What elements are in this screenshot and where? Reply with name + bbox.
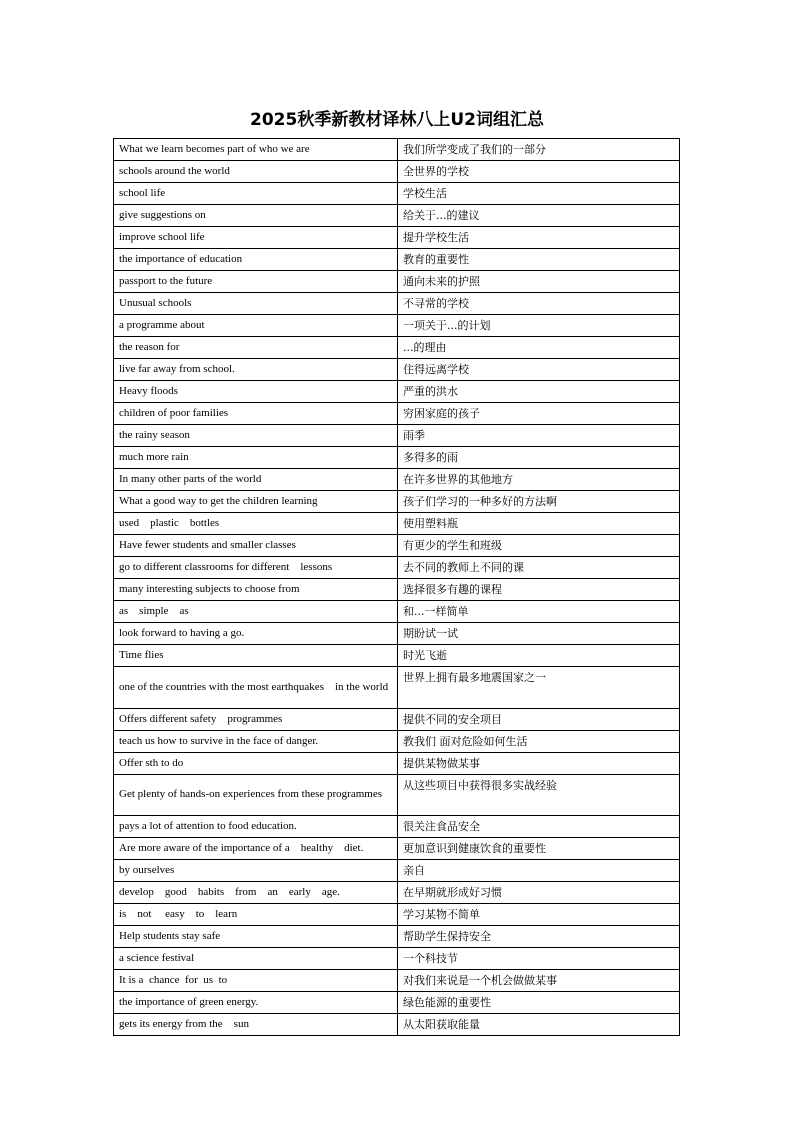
table-row xyxy=(114,315,680,337)
table-row xyxy=(114,623,680,645)
english-phrase-cell: It is a chance for us to xyxy=(114,970,398,992)
english-phrase-cell: Have fewer students and smaller classes xyxy=(114,535,398,557)
table-row xyxy=(114,708,680,730)
english-phrase-cell: develop good habits from an early age. xyxy=(114,882,398,904)
chinese-translation-cell: 去不同的教师上不同的课 xyxy=(398,557,680,579)
table-row xyxy=(114,838,680,860)
english-phrase-cell: schools around the world xyxy=(114,161,398,183)
chinese-translation-cell: 绿色能源的重要性 xyxy=(398,992,680,1014)
table-row xyxy=(114,860,680,882)
chinese-translation-cell: 亲自 xyxy=(398,860,680,882)
english-phrase-cell: Unusual schools xyxy=(114,293,398,315)
english-phrase-cell: go to different classrooms for different lessons xyxy=(114,557,398,579)
english-phrase-cell: Are more aware of the importance of a healthy diet. xyxy=(114,838,398,860)
chinese-translation-cell: 提升学校生活 xyxy=(398,227,680,249)
chinese-translation-cell: 使用塑料瓶 xyxy=(398,513,680,535)
english-phrase-cell: the reason for xyxy=(114,337,398,359)
english-phrase-cell: a programme about xyxy=(114,315,398,337)
table-row xyxy=(114,337,680,359)
english-phrase-cell: school life xyxy=(114,183,398,205)
chinese-translation-cell: 严重的洪水 xyxy=(398,381,680,403)
english-phrase-cell: What a good way to get the children learning xyxy=(114,491,398,513)
chinese-translation-cell: 提供不同的安全项目 xyxy=(398,708,680,730)
table-row xyxy=(114,293,680,315)
chinese-translation-cell: 世界上拥有最多地震国家之一 xyxy=(398,667,680,709)
english-phrase-cell: pays a lot of attention to food education. xyxy=(114,816,398,838)
table-row xyxy=(114,271,680,293)
table-row xyxy=(114,774,680,816)
english-phrase-cell: passport to the future xyxy=(114,271,398,293)
chinese-translation-cell: 穷困家庭的孩子 xyxy=(398,403,680,425)
table-row xyxy=(114,970,680,992)
chinese-translation-cell: 一个科技节 xyxy=(398,948,680,970)
chinese-translation-cell: 学校生活 xyxy=(398,183,680,205)
english-phrase-cell: What we learn becomes part of who we are xyxy=(114,139,398,161)
english-phrase-cell: Offers different safety programmes xyxy=(114,708,398,730)
chinese-translation-cell: 一项关于...的计划 xyxy=(398,315,680,337)
table-row xyxy=(114,579,680,601)
chinese-translation-cell: 多得多的雨 xyxy=(398,447,680,469)
english-phrase-cell: Help students stay safe xyxy=(114,926,398,948)
chinese-translation-cell: 学习某物不简单 xyxy=(398,904,680,926)
english-phrase-cell: by ourselves xyxy=(114,860,398,882)
chinese-translation-cell: 从太阳获取能量 xyxy=(398,1014,680,1036)
english-phrase-cell: used plastic bottles xyxy=(114,513,398,535)
english-phrase-cell: the importance of green energy. xyxy=(114,992,398,1014)
table-row xyxy=(114,1014,680,1036)
chinese-translation-cell: 期盼试一试 xyxy=(398,623,680,645)
table-row xyxy=(114,645,680,667)
page-title: 2025秋季新教材译林八上U2词组汇总 xyxy=(250,110,544,130)
english-phrase-cell: Heavy floods xyxy=(114,381,398,403)
chinese-translation-cell: 通向未来的护照 xyxy=(398,271,680,293)
english-phrase-cell: In many other parts of the world xyxy=(114,469,398,491)
table-row xyxy=(114,183,680,205)
english-phrase-cell: Time flies xyxy=(114,645,398,667)
table-row xyxy=(114,667,680,709)
english-phrase-cell: gets its energy from the sun xyxy=(114,1014,398,1036)
english-phrase-cell: as simple as xyxy=(114,601,398,623)
english-phrase-cell: children of poor families xyxy=(114,403,398,425)
table-row xyxy=(114,205,680,227)
chinese-translation-cell: 帮助学生保持安全 xyxy=(398,926,680,948)
english-phrase-cell: Get plenty of hands-on experiences from these programmes xyxy=(114,774,398,816)
table-row xyxy=(114,447,680,469)
table-row xyxy=(114,535,680,557)
english-phrase-cell: a science festival xyxy=(114,948,398,970)
chinese-translation-cell: 给关于...的建议 xyxy=(398,205,680,227)
table-row xyxy=(114,403,680,425)
english-phrase-cell: give suggestions on xyxy=(114,205,398,227)
chinese-translation-cell: 在许多世界的其他地方 xyxy=(398,469,680,491)
table-row xyxy=(114,904,680,926)
chinese-translation-cell: 孩子们学习的一种多好的方法啊 xyxy=(398,491,680,513)
chinese-translation-cell: 住得远离学校 xyxy=(398,359,680,381)
english-phrase-cell: teach us how to survive in the face of danger. xyxy=(114,730,398,752)
chinese-translation-cell: 选择很多有趣的课程 xyxy=(398,579,680,601)
chinese-translation-cell: 从这些项目中获得很多实战经验 xyxy=(398,774,680,816)
table-row xyxy=(114,992,680,1014)
table-row xyxy=(114,816,680,838)
chinese-translation-cell: 对我们来说是一个机会做做某事 xyxy=(398,970,680,992)
table-row xyxy=(114,161,680,183)
table-row xyxy=(114,882,680,904)
table-row xyxy=(114,359,680,381)
chinese-translation-cell: 有更少的学生和班级 xyxy=(398,535,680,557)
english-phrase-cell: the rainy season xyxy=(114,425,398,447)
chinese-translation-cell: 不寻常的学校 xyxy=(398,293,680,315)
chinese-translation-cell: 更加意识到健康饮食的重要性 xyxy=(398,838,680,860)
chinese-translation-cell: 全世界的学校 xyxy=(398,161,680,183)
english-phrase-cell: one of the countries with the most earthquakes in the world xyxy=(114,667,398,709)
table-row xyxy=(114,926,680,948)
chinese-translation-cell: ...的理由 xyxy=(398,337,680,359)
table-row xyxy=(114,227,680,249)
phrase-table-body xyxy=(114,139,680,1036)
chinese-translation-cell: 和...一样简单 xyxy=(398,601,680,623)
table-row xyxy=(114,425,680,447)
english-phrase-cell: look forward to having a go. xyxy=(114,623,398,645)
table-row xyxy=(114,948,680,970)
chinese-translation-cell: 我们所学变成了我们的一部分 xyxy=(398,139,680,161)
english-phrase-cell: is not easy to learn xyxy=(114,904,398,926)
chinese-translation-cell: 雨季 xyxy=(398,425,680,447)
chinese-translation-cell: 很关注食品安全 xyxy=(398,816,680,838)
table-row xyxy=(114,752,680,774)
chinese-translation-cell: 时光飞逝 xyxy=(398,645,680,667)
table-row xyxy=(114,491,680,513)
chinese-translation-cell: 教我们 面对危险如何生活 xyxy=(398,730,680,752)
table-row xyxy=(114,249,680,271)
table-row xyxy=(114,513,680,535)
chinese-translation-cell: 教育的重要性 xyxy=(398,249,680,271)
english-phrase-cell: Offer sth to do xyxy=(114,752,398,774)
table-row xyxy=(114,139,680,161)
english-phrase-cell: improve school life xyxy=(114,227,398,249)
english-phrase-cell: much more rain xyxy=(114,447,398,469)
chinese-translation-cell: 在早期就形成好习惯 xyxy=(398,882,680,904)
table-row xyxy=(114,730,680,752)
phrase-table xyxy=(113,138,680,1036)
chinese-translation-cell: 提供某物做某事 xyxy=(398,752,680,774)
table-row xyxy=(114,601,680,623)
english-phrase-cell: live far away from school. xyxy=(114,359,398,381)
table-row xyxy=(114,469,680,491)
english-phrase-cell: many interesting subjects to choose from xyxy=(114,579,398,601)
table-row xyxy=(114,381,680,403)
english-phrase-cell: the importance of education xyxy=(114,249,398,271)
table-row xyxy=(114,557,680,579)
